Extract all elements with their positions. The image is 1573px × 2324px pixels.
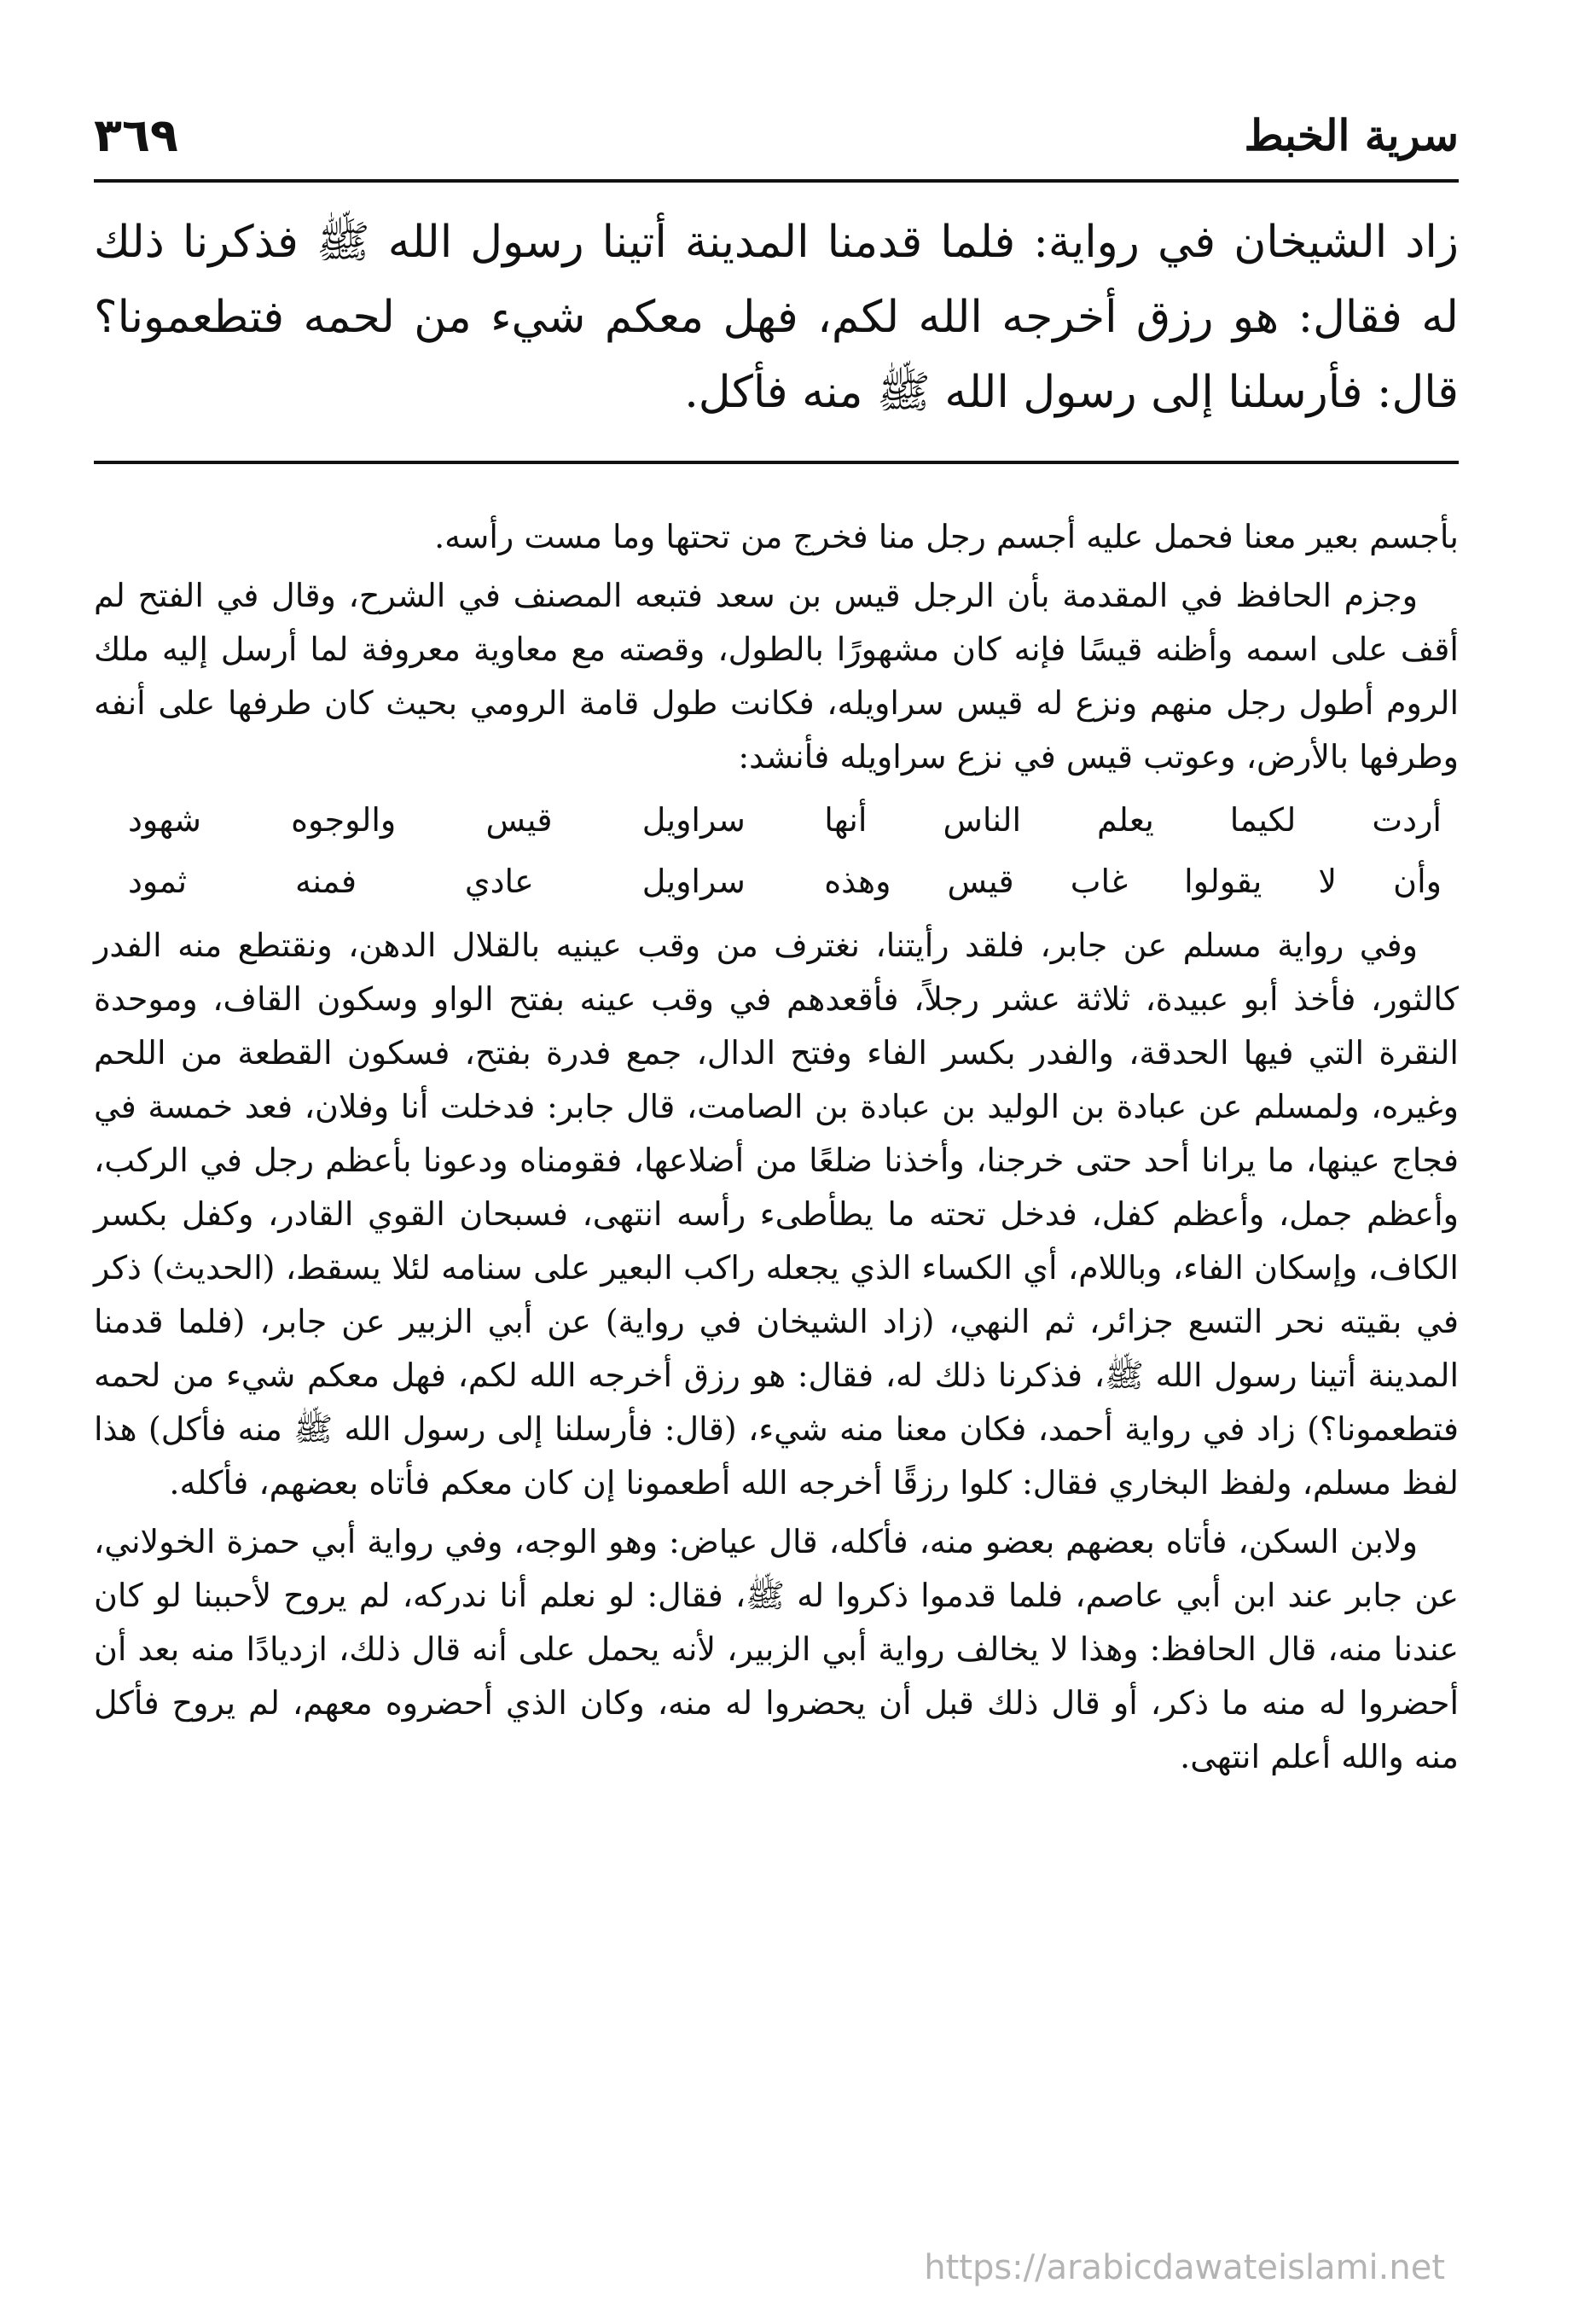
commentary-paragraph-3: وفي رواية مسلم عن جابر، فلقد رأيتنا، نغترف من وقب عينيه بالقلال الدهن، ونقتطع منه الفدر كالثور، فأخذ أبو عبيدة، ثلاثة عشر رجلاً، فأقعدهم في وقب عينه بفتح الواو وسكون القاف، وموحدة النقرة التي فيها الحدقة، والفدر بكسر الفاء وفتح الدال، جمع فدرة بفتح، فسكون القطعة من اللحم وغيره، ولمسلم عن عبادة بن الوليد بن عبادة بن الصامت، قال جابر: فدخلت أنا وفلان، فعد خمسة في فجاج عينها، ما يرانا أحد حتى خرجنا، وأخذنا ضلعًا من أضلاعها، فقومناه ودعونا بأعظم رجل في الركب، وأعظم جمل، وأعظم كفل، فدخل تحته ما يطأطىء رأسه انتهى، فسبحان القوي القادر، وكفل بكسر الكاف، وإسكان الفاء، وباللام، أي الكساء الذي يجعله راكب البعير على سنامه لئلا يسقط، (الحديث) ذكر في بقيته نحر التسع جزائر، ثم النهي، (زاد الشيخان في رواية) عن أبي الزبير عن جابر، (فلما قدمنا المدينة أتينا رسول الله ﷺ، فذكرنا ذلك له، فقال: هو رزق أخرجه الله لكم، فهل معكم شيء من لحمه فتطعمونا؟) زاد في رواية أحمد، فكان معنا منه شيء، (قال: فأرسلنا إلى رسول الله ﷺ منه فأكل) هذا لفظ مسلم، ولفظ البخاري فقال: كلوا رزقًا أخرجه الله أطعمونا إن كان معكم فأتاه بعضهم، فأكله. bbox=[94, 927, 1459, 1502]
page-number: ٣٦٩ bbox=[94, 107, 178, 162]
commentary-paragraph-2: وجزم الحافظ في المقدمة بأن الرجل قيس بن سعد فتبعه المصنف في الشرح، وقال في الفتح لم أقف على اسمه وأظنه قيسًا فإنه كان مشهورًا بالطول، وقصته مع معاوية معروفة لما أرسل إليه ملك الروم أطول رجل منهم ونزع له قيس سراويله، فكانت طول قامة الرومي بحيث كان طرفها على أنفه وطرفها بالأرض، وعوتب قيس في نزع سراويله فأنشد: bbox=[94, 577, 1459, 776]
chapter-title: سرية الخبط bbox=[1244, 109, 1459, 160]
header-divider bbox=[94, 179, 1459, 183]
poem-verse-1 bbox=[94, 789, 1459, 851]
poem-verse-2 bbox=[94, 851, 1459, 912]
text-commentary-divider bbox=[94, 461, 1459, 464]
main-text: زاد الشيخان في رواية: فلما قدمنا المدينة أتينا رسول الله ﷺ فذكرنا ذلك له فقال: هو رزق أخرجه الله لكم، فهل معكم شيء من لحمه فتطعمونا؟ قال: فأرسلنا إلى رسول الله ﷺ منه فأكل. bbox=[94, 217, 1459, 418]
poem bbox=[94, 789, 1459, 912]
verse-2-first-hemistich: وأن لا يقولوا غاب قيس وهذه bbox=[824, 862, 1442, 900]
commentary-paragraph-4: ولابن السكن، فأتاه بعضهم بعضو منه، فأكله، قال عياض: وهو الوجه، وفي رواية أبي حمزة الخولاني، عن جابر عند ابن أبي عاصم، فلما قدموا ذكروا له ﷺ، فقال: لو نعلم أنا ندركه، لم يروح لأحببنا لو كان عندنا منه، قال الحافظ: وهذا لا يخالف رواية أبي الزبير، لأنه يحمل على أنه قال ذلك، ازديادًا منه بعد أن أحضروا له منه ما ذكر، أو قال ذلك قبل أن يحضروا له منه، وكان الذي أحضروه معهم، لم يروح فأكل منه والله أعلم انتهى. bbox=[94, 1523, 1460, 1775]
verse-1-first-hemistich: أردت لكيما يعلم الناس أنها bbox=[824, 800, 1442, 839]
commentary-paragraph-1: بأجسم بعير معنا فحمل عليه أجسم رجل منا فخرج من تحتها وما مست رأسه. bbox=[434, 518, 1459, 555]
running-header bbox=[94, 92, 1459, 177]
watermark-url: https://arabicdawateislami.net bbox=[924, 2248, 1445, 2287]
verse-2-second-hemistich: سراويل عادي فمنه ثمود bbox=[128, 862, 746, 900]
commentary bbox=[94, 510, 1459, 1789]
verse-1-second-hemistich: سراويل قيس والوجوه شهود bbox=[128, 800, 746, 839]
